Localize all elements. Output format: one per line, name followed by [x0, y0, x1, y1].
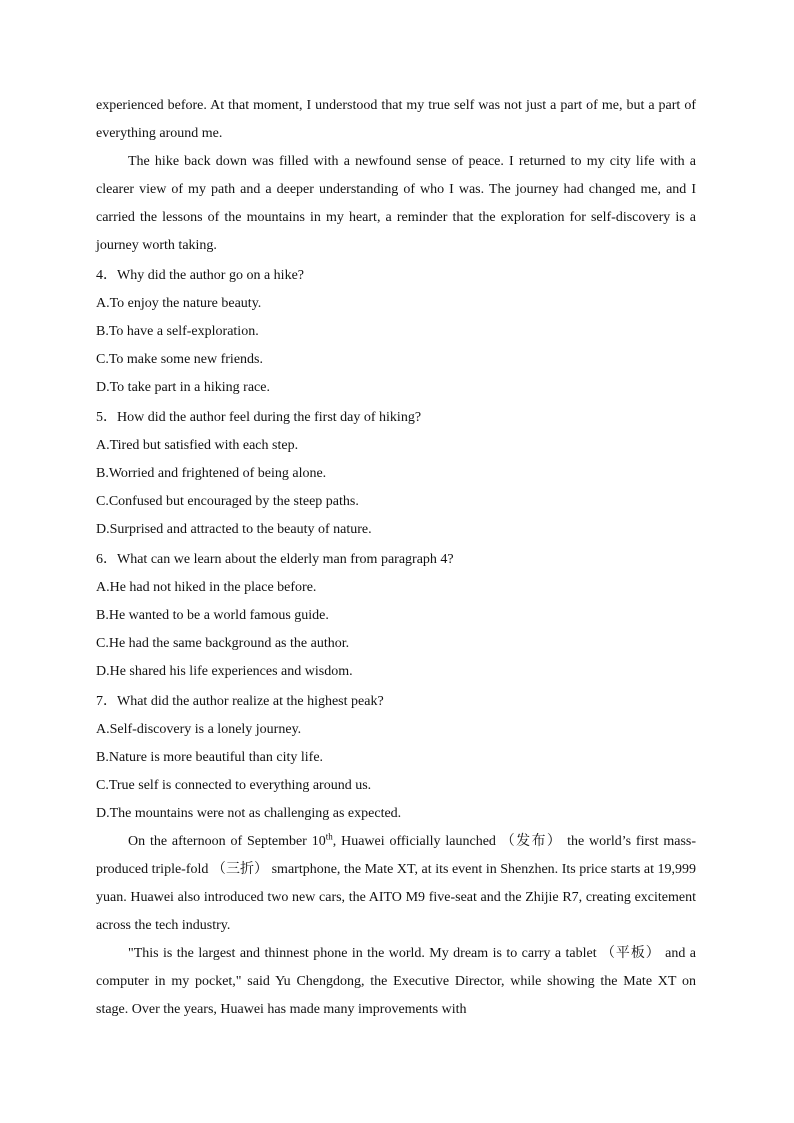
option-d: D.The mountains were not as challenging as expected.	[96, 806, 402, 821]
option-c: C.Confused but encouraged by the steep paths.	[96, 494, 359, 509]
question-stem: 5．How did the author feel during the first day of hiking?	[96, 410, 422, 425]
question-stem: 7．What did the author realize at the highest peak?	[96, 694, 384, 709]
question-stem: 6．What can we learn about the elderly man from paragraph 4?	[96, 552, 454, 567]
passage-paragraph-end: experienced before. At that moment, I understood that my true self was not just a part of me, but a part of everything around me.	[96, 98, 696, 141]
option-b: B.Worried and frightened of being alone.	[96, 466, 327, 481]
option-d: D.Surprised and attracted to the beauty of nature.	[96, 522, 372, 537]
question-stem: 4．Why did the author go on a hike?	[96, 268, 305, 283]
option-b: B.Nature is more beautiful than city life.	[96, 750, 324, 765]
date-ordinal-suffix: th	[325, 831, 333, 842]
option-c: C.True self is connected to everything around us.	[96, 778, 372, 793]
question-4	[96, 262, 696, 402]
option-c: C.He had the same background as the author.	[96, 636, 350, 651]
huawei-paragraph-2: "This is the largest and thinnest phone in the world. My dream is to carry a tablet （平板） and a computer in my pocket," said Yu Chengdong, the Executive Director, while showing the Mate XT on stage. Over the years, Huawei has made many improvements with	[96, 946, 696, 1017]
huawei-paragraph-1	[96, 828, 696, 940]
question-7	[96, 688, 696, 828]
option-d: D.To take part in a hiking race.	[96, 380, 270, 395]
option-d: D.He shared his life experiences and wisdom.	[96, 664, 353, 679]
option-b: B.He wanted to be a world famous guide.	[96, 608, 329, 623]
option-a: A.To enjoy the nature beauty.	[96, 296, 262, 311]
question-6	[96, 546, 696, 686]
page-content	[96, 92, 696, 1024]
passage-paragraph-final: The hike back down was filled with a newfound sense of peace. I returned to my city life with a clearer view of my path and a deeper understanding of who I was. The journey had changed me, and I carried the lessons of the mountains in my heart, a reminder that the exploration for self-discovery is a journey worth taking.	[96, 154, 696, 253]
huawei-p1-start: On the afternoon of September 10	[128, 834, 326, 849]
option-b: B.To have a self-exploration.	[96, 324, 259, 339]
option-c: C.To make some new friends.	[96, 352, 263, 367]
option-a: A.Self-discovery is a lonely journey.	[96, 722, 302, 737]
option-a: A.He had not hiked in the place before.	[96, 580, 317, 595]
question-5	[96, 404, 696, 544]
option-a: A.Tired but satisfied with each step.	[96, 438, 299, 453]
huawei-p1-rest: , Huawei officially launched （发布） the world’s first mass-produced triple-fold （三折） smartphone, the Mate XT, at its event in Shenzhen. Its price starts at 19,999 yuan. Huawei also introduced two new cars, the AITO M9 five-seat and the Zhijie R7, creating excitement across the tech industry.	[96, 834, 696, 933]
